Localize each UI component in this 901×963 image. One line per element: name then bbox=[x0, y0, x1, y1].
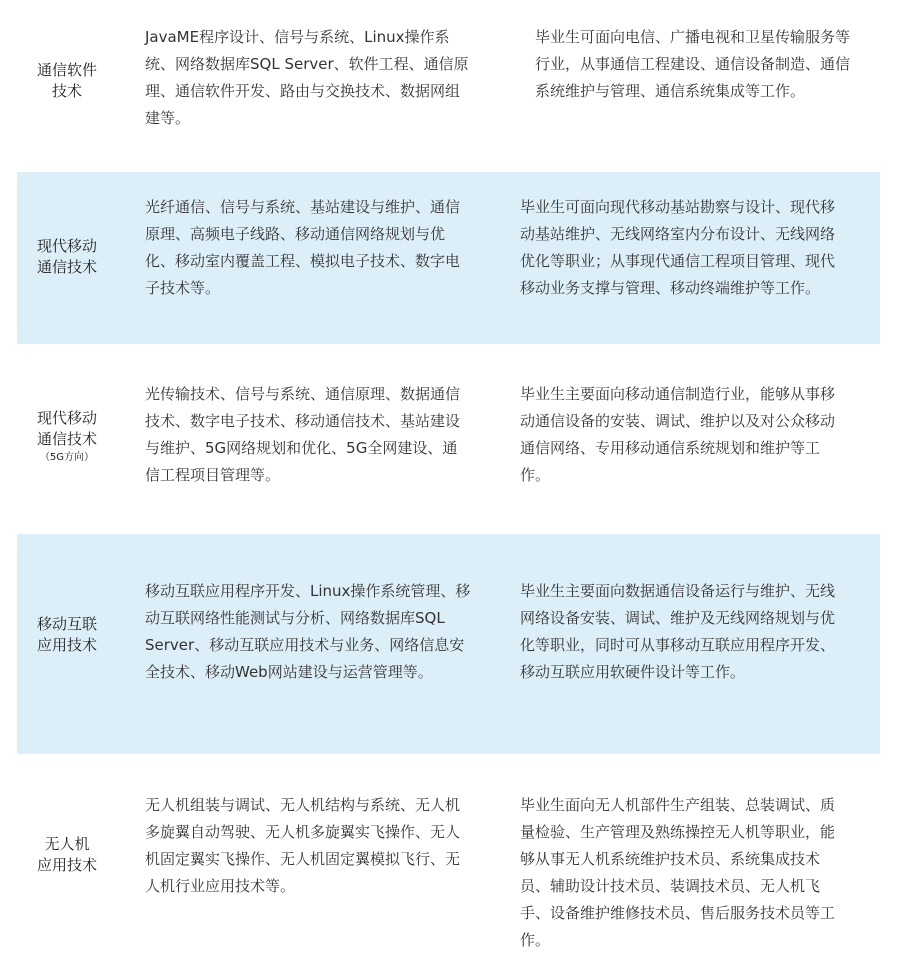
career-cell: 毕业生主要面向数据通信设备运行与维护、无线 网络设备安装、调试、维护及无线网络规划与优 化等职业，同时可从事移动互联应用程序开发、 移动互联应用软硬件设计等工作。 bbox=[520, 582, 836, 681]
courses-cell: 移动互联应用程序开发、Linux操作系统管理、移 动互联网络性能测试与分析、网络数据库SQL Server、移动互联应用技术与业务、网络信息安 全技术、移动Web网站建设与运营管理等。 bbox=[145, 582, 471, 681]
table-row bbox=[17, 754, 880, 963]
career-cell: 毕业生面向无人机部件生产组装、总装调试、质 量检验、生产管理及熟练操控无人机等职业，能 够从事无人机系统维护技术员、系统集成技术 员、辅助设计技术员、装调技术员、无人机飞 手、设备维护维修技术员、售后服务技术员等工 作。 bbox=[520, 796, 836, 949]
career-cell: 毕业生可面向现代移动基站勘察与设计、现代移 动基站维护、无线网络室内分布设计、无线网络 优化等职业；从事现代通信工程项目管理、现代 移动业务支撑与管理、移动终端维护等工作。 bbox=[520, 198, 836, 297]
table-row bbox=[17, 344, 880, 534]
table-row bbox=[17, 534, 880, 754]
major-name: 现代移动 通信技术 （5G方向） bbox=[17, 408, 117, 466]
major-name: 移动互联 应用技术 bbox=[36, 615, 97, 654]
courses-cell: 无人机组装与调试、无人机结构与系统、无人机 多旋翼自动驾驶、无人机多旋翼实飞操作、无人 机固定翼实飞操作、无人机固定翼模拟飞行、无 人机行业应用技术等。 bbox=[145, 796, 461, 895]
table-row bbox=[17, 0, 880, 172]
courses-cell: JavaME程序设计、信号与系统、Linux操作系 统、网络数据库SQL Server、软件工程、通信原 理、通信软件开发、路由与交换技术、数据网组 建等。 bbox=[145, 28, 469, 127]
major-name: 通信软件 技术 bbox=[36, 61, 97, 100]
courses-cell: 光纤通信、信号与系统、基站建设与维护、通信 原理、高频电子线路、移动通信网络规划与优 化、移动室内覆盖工程、模拟电子技术、数字电 子技术等。 bbox=[145, 198, 461, 297]
career-cell: 毕业生可面向电信、广播电视和卫星传输服务等 行业，从事通信工程建设、通信设备制造、通信 系统维护与管理、通信系统集成等工作。 bbox=[535, 28, 851, 100]
table-row bbox=[17, 172, 880, 344]
major-name: 现代移动 通信技术 bbox=[36, 237, 97, 276]
major-direction-note: （5G方向） bbox=[39, 452, 95, 463]
major-name: 无人机 应用技术 bbox=[36, 835, 97, 874]
career-cell: 毕业生主要面向移动通信制造行业，能够从事移 动通信设备的安装、调试、维护以及对公众移动 通信网络、专用移动通信系统规划和维护等工 作。 bbox=[520, 385, 836, 484]
courses-cell: 光传输技术、信号与系统、通信原理、数据通信 技术、数字电子技术、移动通信技术、基站建设 与维护、5G网络规划和优化、5G全网建设、通 信工程项目管理等。 bbox=[145, 385, 461, 484]
